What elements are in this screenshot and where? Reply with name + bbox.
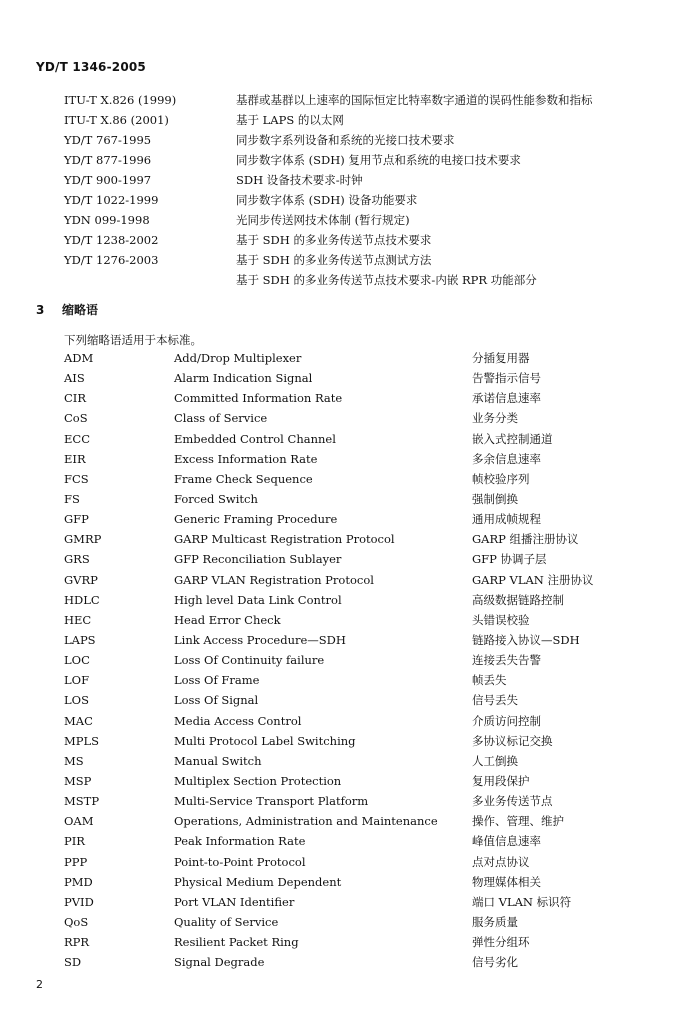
abbreviation-row: [64, 489, 594, 509]
abbreviation-row: [64, 852, 594, 872]
abbreviation-english: Peak Information Rate: [174, 834, 306, 849]
abbreviation-row: [64, 429, 594, 449]
reference-code: YD/T 767-1995: [64, 133, 152, 147]
abbreviation-code: RPR: [64, 935, 90, 950]
abbreviation-chinese: 多业务传送节点: [472, 794, 553, 809]
abbreviation-english: Multi Protocol Label Switching: [174, 733, 356, 748]
abbreviation-english: Quality of Service: [174, 915, 279, 929]
abbreviation-chinese: 嵌入式控制通道: [472, 431, 553, 446]
abbreviation-code: LAPS: [64, 633, 96, 648]
abbreviation-row: [64, 408, 594, 428]
reference-row: [64, 270, 593, 290]
abbreviation-code: LOS: [64, 693, 89, 708]
abbreviation-row: [64, 711, 594, 731]
abbreviation-english: Alarm Indication Signal: [174, 371, 313, 386]
abbreviation-row: [64, 771, 594, 791]
abbreviation-chinese: 业务分类: [472, 411, 518, 426]
abbreviation-row: [64, 892, 594, 912]
abbreviation-english: Physical Medium Dependent: [174, 874, 342, 889]
abbreviation-english: Loss Of Signal: [174, 693, 259, 708]
abbreviation-chinese: 多余信息速率: [472, 451, 541, 466]
abbreviation-code: MS: [64, 753, 84, 768]
abbreviation-code: MPLS: [64, 733, 100, 748]
reference-title: 基群或基群以上速率的国际恒定比特率数字通道的误码性能参数和指标: [236, 93, 593, 107]
abbreviation-row: [64, 650, 594, 670]
abbreviation-chinese: 帧丢失: [472, 673, 507, 688]
abbreviations-table: [64, 348, 594, 972]
reference-row: [64, 150, 593, 170]
abbreviation-english: Operations, Administration and Maintenance: [174, 814, 438, 829]
reference-title: 基于 SDH 的多业务传送节点技术要求: [236, 233, 432, 247]
reference-title: 光同步传送网技术体制 (暂行规定): [236, 213, 410, 227]
abbreviation-row: [64, 690, 594, 710]
abbreviation-english: Class of Service: [174, 411, 268, 426]
abbreviation-english: Add/Drop Multiplexer: [174, 351, 302, 366]
reference-title: 同步数字系列设备和系统的光接口技术要求: [236, 133, 455, 147]
abbreviation-chinese: 物理媒体相关: [472, 874, 541, 889]
abbreviation-code: CoS: [64, 411, 88, 426]
abbreviation-english: Frame Check Sequence: [174, 471, 313, 486]
abbreviation-chinese: 高级数据链路控制: [472, 592, 564, 607]
abbreviation-code: EIR: [64, 451, 86, 466]
normative-references-list: [64, 90, 593, 290]
abbreviation-english: Forced Switch: [174, 492, 258, 507]
abbreviation-code: LOF: [64, 673, 90, 688]
abbreviation-row: [64, 348, 594, 368]
reference-row: [64, 170, 593, 190]
abbreviation-code: PIR: [64, 834, 85, 849]
section-intro: 下列缩略语适用于本标准。: [64, 333, 202, 347]
abbreviation-chinese: 复用段保护: [472, 774, 530, 789]
abbreviation-code: PVID: [64, 894, 94, 909]
abbreviation-chinese: 人工倒换: [472, 753, 518, 768]
abbreviation-row: [64, 630, 594, 650]
abbreviation-code: AIS: [64, 371, 85, 386]
abbreviation-chinese: 分插复用器: [472, 351, 530, 366]
abbreviation-chinese: GARP 组播注册协议: [472, 532, 579, 547]
reference-title: 基于 SDH 的多业务传送节点测试方法: [236, 253, 432, 267]
abbreviation-row: [64, 570, 594, 590]
abbreviation-english: Manual Switch: [174, 753, 262, 768]
abbreviation-code: ECC: [64, 431, 90, 446]
reference-code: ITU-T X.86 (2001): [64, 113, 169, 127]
abbreviation-row: [64, 932, 594, 952]
abbreviation-chinese: 操作、管理、维护: [472, 814, 564, 829]
abbreviation-english: Generic Framing Procedure: [174, 512, 338, 527]
reference-title: 同步数字体系 (SDH) 设备功能要求: [236, 193, 418, 207]
abbreviation-chinese: 弹性分组环: [472, 935, 530, 950]
abbreviation-chinese: GFP 协调子层: [472, 552, 547, 567]
abbreviation-chinese: 头错误校验: [472, 612, 530, 627]
reference-code: ITU-T X.826 (1999): [64, 93, 177, 107]
abbreviation-english: Link Access Procedure—SDH: [174, 633, 346, 648]
reference-title: 同步数字体系 (SDH) 复用节点和系统的电接口技术要求: [236, 153, 521, 167]
abbreviation-row: [64, 449, 594, 469]
abbreviation-chinese: 强制倒换: [472, 492, 518, 507]
abbreviation-english: Media Access Control: [174, 713, 302, 728]
abbreviation-english: Embedded Control Channel: [174, 431, 336, 446]
abbreviation-chinese: 通用成帧规程: [472, 512, 541, 527]
abbreviation-row: [64, 731, 594, 751]
abbreviation-code: OAM: [64, 814, 94, 829]
abbreviation-code: HEC: [64, 612, 92, 627]
abbreviation-code: GVRP: [64, 572, 98, 587]
abbreviation-row: [64, 469, 594, 489]
abbreviation-row: [64, 549, 594, 569]
abbreviation-english: Loss Of Frame: [174, 673, 260, 688]
reference-code: YD/T 900-1997: [64, 173, 152, 187]
document-header: YD/T 1346-2005: [36, 60, 146, 74]
abbreviation-code: MAC: [64, 713, 93, 728]
reference-row: [64, 110, 593, 130]
abbreviation-row: [64, 872, 594, 892]
abbreviation-chinese: 信号丢失: [472, 693, 518, 708]
abbreviation-code: FS: [64, 492, 80, 507]
reference-code: YD/T 1276-2003: [64, 253, 159, 267]
abbreviation-chinese: GARP VLAN 注册协议: [472, 572, 594, 587]
page-number: 2: [36, 978, 43, 991]
abbreviation-code: PMD: [64, 874, 93, 889]
abbreviation-chinese: 帧校验序列: [472, 471, 530, 486]
abbreviation-chinese: 峰值信息速率: [472, 834, 541, 849]
abbreviation-row: [64, 670, 594, 690]
abbreviation-code: GFP: [64, 512, 89, 527]
abbreviation-code: SD: [64, 955, 82, 970]
reference-title: SDH 设备技术要求-时钟: [236, 173, 363, 187]
abbreviation-row: [64, 912, 594, 932]
reference-code: YD/T 1238-2002: [64, 233, 159, 247]
abbreviation-english: Excess Information Rate: [174, 451, 318, 466]
abbreviation-chinese: 服务质量: [472, 915, 518, 929]
abbreviation-row: [64, 811, 594, 831]
abbreviation-code: FCS: [64, 471, 89, 486]
abbreviation-code: MSP: [64, 774, 92, 789]
abbreviation-english: Point-to-Point Protocol: [174, 854, 306, 869]
abbreviation-chinese: 介质访问控制: [472, 713, 541, 728]
abbreviation-code: GRS: [64, 552, 90, 567]
abbreviation-english: Multiplex Section Protection: [174, 774, 342, 789]
abbreviation-chinese: 信号劣化: [472, 955, 518, 970]
abbreviation-row: [64, 590, 594, 610]
abbreviation-english: Loss Of Continuity failure: [174, 653, 325, 668]
abbreviation-row: [64, 952, 594, 972]
abbreviation-english: GARP Multicast Registration Protocol: [174, 532, 395, 547]
abbreviation-chinese: 连接丢失告警: [472, 653, 541, 668]
reference-row: [64, 130, 593, 150]
abbreviation-english: Multi-Service Transport Platform: [174, 794, 369, 809]
abbreviation-code: LOC: [64, 653, 90, 668]
abbreviation-code: PPP: [64, 854, 88, 869]
abbreviation-row: [64, 831, 594, 851]
reference-row: [64, 90, 593, 110]
abbreviation-code: GMRP: [64, 532, 102, 547]
abbreviation-code: ADM: [64, 351, 94, 366]
abbreviation-english: GARP VLAN Registration Protocol: [174, 572, 374, 587]
abbreviation-chinese: 多协议标记交换: [472, 733, 553, 748]
abbreviation-code: MSTP: [64, 794, 100, 809]
reference-row: [64, 210, 593, 230]
abbreviation-english: GFP Reconciliation Sublayer: [174, 552, 342, 567]
reference-code: YDN 099-1998: [64, 213, 150, 227]
section-number: 3: [36, 303, 45, 317]
abbreviation-row: [64, 751, 594, 771]
abbreviation-row: [64, 610, 594, 630]
section-title: 缩略语: [62, 303, 99, 317]
abbreviation-english: Signal Degrade: [174, 955, 265, 970]
abbreviation-row: [64, 368, 594, 388]
abbreviation-row: [64, 388, 594, 408]
abbreviation-chinese: 承诺信息速率: [472, 391, 541, 406]
reference-code: YD/T 1022-1999: [64, 193, 159, 207]
section-heading: [36, 301, 98, 318]
reference-title: 基于 SDH 的多业务传送节点技术要求-内嵌 RPR 功能部分: [236, 273, 537, 287]
abbreviation-chinese: 告警指示信号: [472, 371, 541, 386]
abbreviation-english: Head Error Check: [174, 612, 281, 627]
reference-title: 基于 LAPS 的以太网: [236, 113, 344, 127]
reference-row: [64, 230, 593, 250]
abbreviation-row: [64, 509, 594, 529]
abbreviation-english: Resilient Packet Ring: [174, 935, 299, 950]
reference-code: YD/T 877-1996: [64, 153, 152, 167]
abbreviation-row: [64, 791, 594, 811]
abbreviation-english: High level Data Link Control: [174, 592, 342, 607]
abbreviation-chinese: 端口 VLAN 标识符: [472, 894, 572, 909]
abbreviation-chinese: 点对点协议: [472, 854, 530, 869]
abbreviation-code: QoS: [64, 915, 89, 929]
abbreviation-chinese: 链路接入协议—SDH: [472, 633, 580, 648]
reference-row: [64, 250, 593, 270]
abbreviation-code: CIR: [64, 391, 87, 406]
reference-row: [64, 190, 593, 210]
abbreviation-code: HDLC: [64, 592, 100, 607]
abbreviation-english: Committed Information Rate: [174, 391, 343, 406]
abbreviation-row: [64, 529, 594, 549]
abbreviation-english: Port VLAN Identifier: [174, 894, 295, 909]
